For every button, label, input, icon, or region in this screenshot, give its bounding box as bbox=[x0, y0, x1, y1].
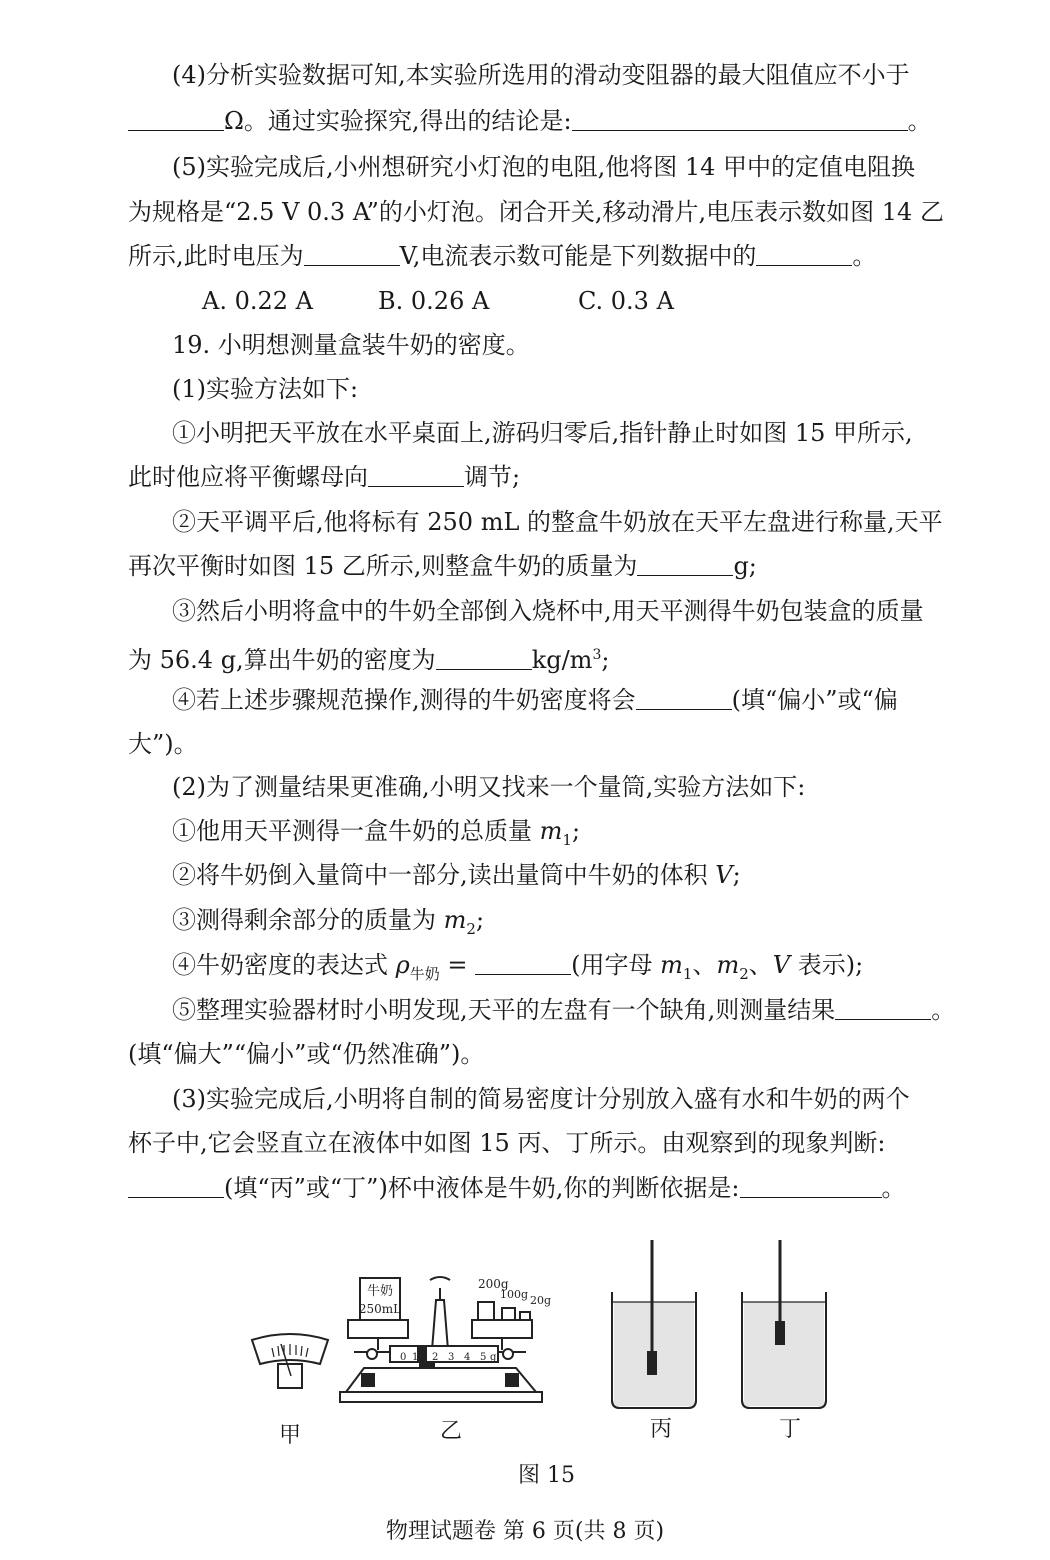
q19-s1-1a: ①小明把天平放在水平桌面上,游码归零后,指针静止时如图 15 甲所示, bbox=[172, 419, 913, 447]
blank-bias[interactable] bbox=[636, 687, 732, 710]
q19-s2-5a: ⑤整理实验器材时小明发现,天平的左盘有一个缺角,则测量结果 。 bbox=[172, 996, 956, 1024]
figure-caption: 图 15 bbox=[518, 1463, 575, 1488]
q19-s1-2a: ②天平调平后,他将标有 250 mL 的整盒牛奶放在天平左盘进行称量,天平 bbox=[172, 508, 943, 536]
option-b: B. 0.26 A bbox=[378, 287, 490, 315]
q18-p5-line3: 所示,此时电压为 V,电流表示数可能是下列数据中的 。 bbox=[128, 242, 877, 270]
q19-s1-3b: 为 56.4 g,算出牛奶的密度为 $kg/m^3$; bbox=[128, 646, 610, 674]
q19-title: 19. 小明想测量盒装牛奶的密度。 bbox=[172, 331, 530, 359]
blank-cup[interactable] bbox=[128, 1175, 224, 1198]
beaker-ding bbox=[742, 1240, 826, 1408]
q19-s2-5c: (填“偏大”“偏小”或“仍然准确”)。 bbox=[128, 1040, 485, 1068]
weight-label-100g: 100g bbox=[500, 1288, 529, 1301]
blank-result[interactable] bbox=[835, 997, 931, 1020]
q18-p5-line1: (5)实验完成后,小州想研究小灯泡的电阻,他将图 14 甲中的定值电阻换 bbox=[172, 153, 916, 181]
weight-200g bbox=[478, 1302, 494, 1320]
q18-p4-line2: Ω。通过实验探究,得出的结论是: 。 bbox=[128, 106, 932, 136]
blank-conclusion[interactable] bbox=[572, 108, 908, 131]
label-ding: 丁 bbox=[779, 1417, 802, 1442]
svg-text:2: 2 bbox=[432, 1352, 439, 1363]
q19-s2-2: ②将牛奶倒入量筒中一部分,读出量筒中牛奶的体积 V; bbox=[172, 861, 741, 889]
label-bing: 丙 bbox=[650, 1417, 673, 1442]
q19-s3-c: (填“丙”或“丁”)杯中液体是牛奶,你的判断依据是: 。 bbox=[128, 1173, 906, 1203]
blank-current[interactable] bbox=[756, 243, 852, 266]
page-footer: 物理试题卷 第 6 页(共 8 页) bbox=[385, 1519, 665, 1544]
milk-box-volume: 250mL bbox=[358, 1302, 402, 1316]
q19-s1-title: (1)实验方法如下: bbox=[172, 375, 359, 403]
svg-text:5: 5 bbox=[480, 1352, 487, 1363]
weight-label-200g: 200g bbox=[478, 1277, 509, 1291]
beaker-bing bbox=[612, 1240, 696, 1408]
svg-text:3: 3 bbox=[448, 1352, 455, 1363]
weight-100g bbox=[502, 1308, 515, 1320]
q19-s1-3a: ③然后小明将盒中的牛奶全部倒入烧杯中,用天平测得牛奶包装盒的质量 bbox=[172, 597, 924, 625]
blank-expression[interactable] bbox=[475, 952, 571, 975]
q19-s1-4c: 大”)。 bbox=[128, 730, 198, 758]
q19-s1-2b: 再次平衡时如图 15 乙所示,则整盒牛奶的质量为 g; bbox=[128, 552, 757, 580]
q19-s2-title: (2)为了测量结果更准确,小明又找来一个量筒,实验方法如下: bbox=[172, 773, 806, 801]
q19-s3-a: (3)实验完成后,小明将自制的简易密度计分别放入盛有水和牛奶的两个 bbox=[172, 1085, 910, 1113]
blank-reason[interactable] bbox=[740, 1175, 882, 1198]
option-a: A. 0.22 A bbox=[202, 287, 313, 315]
q18-p5-line2: 为规格是“2.5 V 0.3 A”的小灯泡。闭合开关,移动滑片,电压表示数如图 14 乙 bbox=[128, 198, 944, 226]
blank-density[interactable] bbox=[436, 647, 532, 670]
label-jia: 甲 bbox=[279, 1423, 302, 1448]
blank-direction[interactable] bbox=[368, 464, 464, 487]
svg-text:g: g bbox=[490, 1352, 497, 1363]
q19-s3-b: 杯子中,它会竖直立在液体中如图 15 丙、丁所示。由观察到的现象判断: bbox=[128, 1129, 886, 1157]
blank-resistance[interactable] bbox=[128, 108, 224, 131]
label-yi: 乙 bbox=[440, 1419, 463, 1444]
balance-pointer-scale bbox=[252, 1334, 328, 1388]
svg-text:0: 0 bbox=[400, 1352, 407, 1363]
q19-s2-4: ④牛奶密度的表达式 $\rho_{牛奶}$ = (用字母 $m_1$、$m_2$、V 表示); bbox=[172, 951, 864, 983]
milk-box-label: 牛奶 bbox=[366, 1284, 394, 1299]
weight-label-20g: 20g bbox=[530, 1294, 552, 1307]
blank-voltage[interactable] bbox=[304, 243, 400, 266]
q19-s1-4a: ④若上述步骤规范操作,测得的牛奶密度将会 (填“偏小”或“偏 bbox=[172, 686, 898, 714]
option-c: C. 0.3 A bbox=[578, 287, 674, 315]
q18-p4-line1: (4)分析实验数据可知,本实验所选用的滑动变阻器的最大阻值应不小于 bbox=[172, 61, 910, 89]
weight-20g bbox=[520, 1312, 530, 1320]
svg-text:1: 1 bbox=[412, 1352, 419, 1363]
balance bbox=[340, 1277, 551, 1402]
blank-mass[interactable] bbox=[637, 553, 733, 576]
q19-s2-1: ①他用天平测得一盒牛奶的总质量 $m_1$; bbox=[172, 817, 581, 849]
svg-text:4: 4 bbox=[464, 1352, 471, 1363]
q19-s1-1b: 此时他应将平衡螺母向 调节; bbox=[128, 463, 521, 491]
q19-s2-3: ③测得剩余部分的质量为 $m_2$; bbox=[172, 906, 485, 938]
